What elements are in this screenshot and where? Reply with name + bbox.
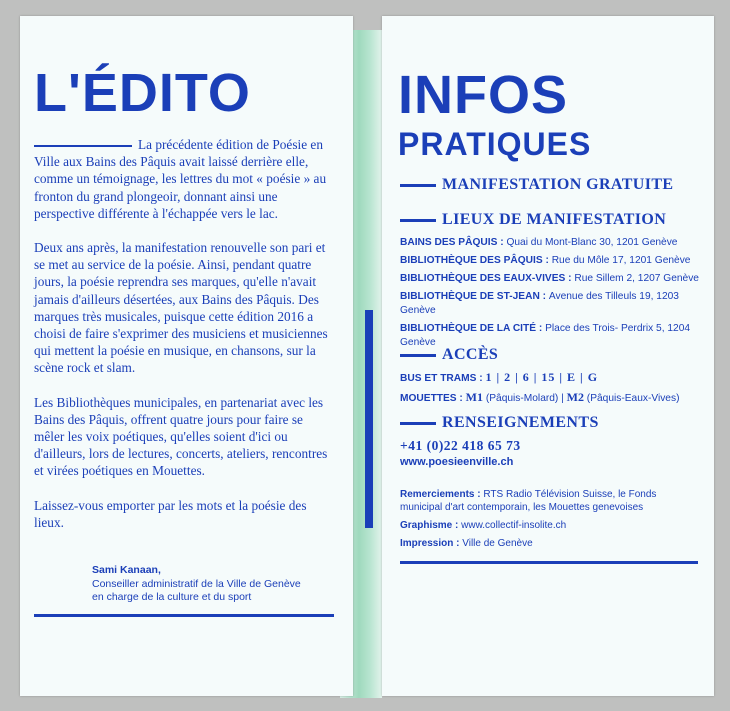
signature-name: Sami Kanaan, — [92, 564, 161, 576]
credit-graphisme: Graphisme : www.collectif-insolite.ch — [400, 520, 567, 531]
lieu-item: BIBLIOTHÈQUE DES PÂQUIS : Rue du Môle 17, 1201 Genève — [400, 255, 691, 266]
signature-role-1: Conseiller administratif de la Ville de Genève — [92, 577, 301, 590]
lieux-list — [400, 236, 700, 354]
dash-rule — [400, 219, 436, 222]
dash-rule — [400, 422, 436, 425]
signature-role-2: en charge de la culture et du sport — [92, 591, 252, 603]
credit-remerciements: Remerciements : RTS Radio Télévision Suisse, le Fonds municipal d'art contemporain, les Mouettes genevoises — [400, 489, 657, 513]
mouettes-line: MOUETTES : M1 (Pâquis-Molard) | M2 (Pâquis-Eaux-Vives) — [400, 390, 680, 404]
edito-paragraph-4: Laissez-vous emporter par les mots et la poésie des lieux. — [34, 497, 307, 530]
edito-body — [34, 136, 334, 548]
spine-blue-bar — [365, 310, 373, 528]
indent-rule — [34, 145, 132, 147]
infos-title: INFOS — [398, 65, 569, 125]
edito-paragraph-2: Deux ans après, la manifestation renouvelle son pari et se met au service de la poésie. Ainsi, pendant quatre jours, la poésie reprendra ses marques, qu'elle n'avait jamais d'ailleurs désertées, aux Bains des Pâquis. Des marques très musicales, puisque cette édition 2016 a choisi de faire s'exprimer des musiciens et musiciennes qui mettent la poésie en musique, en chansons, sur la scène rock et slam. — [34, 240, 328, 376]
phone-number: +41 (0)22 418 65 73 — [400, 438, 521, 453]
lieu-item: BIBLIOTHÈQUE DE LA CITÉ : Place des Trois- Perdrix 5, 1204 Genève — [400, 323, 691, 348]
signature — [92, 564, 301, 605]
acces-block — [400, 370, 700, 410]
edito-paragraph-3: Les Bibliothèques municipales, en partenariat avec les Bains des Pâquis, offrent quatre jours pour faire se mêler les voix poétiques, qu'elles soient d'ici ou d'ailleurs, lors de lectures, concerts, ateliers, rencontres et virées poétiques en Mouettes. — [34, 394, 328, 479]
website-link[interactable]: www.poesieenville.ch — [400, 456, 514, 468]
lieu-item: BIBLIOTHÈQUE DES EAUX-VIVES : Rue Sillem 2, 1207 Genève — [400, 273, 699, 284]
bottom-rule — [34, 614, 334, 617]
acces-heading: ACCÈS — [400, 346, 498, 364]
edito-paragraph-1: La précédente édition de Poésie en Ville aux Bains des Pâquis avait laissé derrière elle, comme un témoignage, les lettres du mot « poésie » au fronton du grand plongeoir, donnant ainsi une perspective différente à l'échappée vers le lac. — [34, 137, 327, 221]
bottom-rule — [400, 561, 698, 564]
renseignements-heading: RENSEIGNEMENTS — [400, 414, 599, 432]
right-page — [382, 16, 714, 696]
left-page — [20, 16, 353, 696]
lieu-item: BAINS DES PÂQUIS : Quai du Mont-Blanc 30, 1201 Genève — [400, 237, 678, 248]
dash-rule — [400, 354, 436, 357]
credits-block — [400, 488, 700, 554]
bus-line: BUS ET TRAMS : 1 | 2 | 6 | 15 | E | G — [400, 370, 599, 384]
pratiques-title: PRATIQUES — [398, 126, 592, 162]
lieu-item: BIBLIOTHÈQUE DE ST-JEAN : Avenue des Tilleuls 19, 1203 Genève — [400, 291, 679, 316]
dash-rule — [400, 184, 436, 187]
credit-impression: Impression : Ville de Genève — [400, 538, 533, 549]
lieux-heading: LIEUX DE MANIFESTATION — [400, 211, 666, 229]
edito-title: L'ÉDITO — [34, 63, 251, 123]
gratuite-heading: MANIFESTATION GRATUITE — [400, 176, 674, 194]
